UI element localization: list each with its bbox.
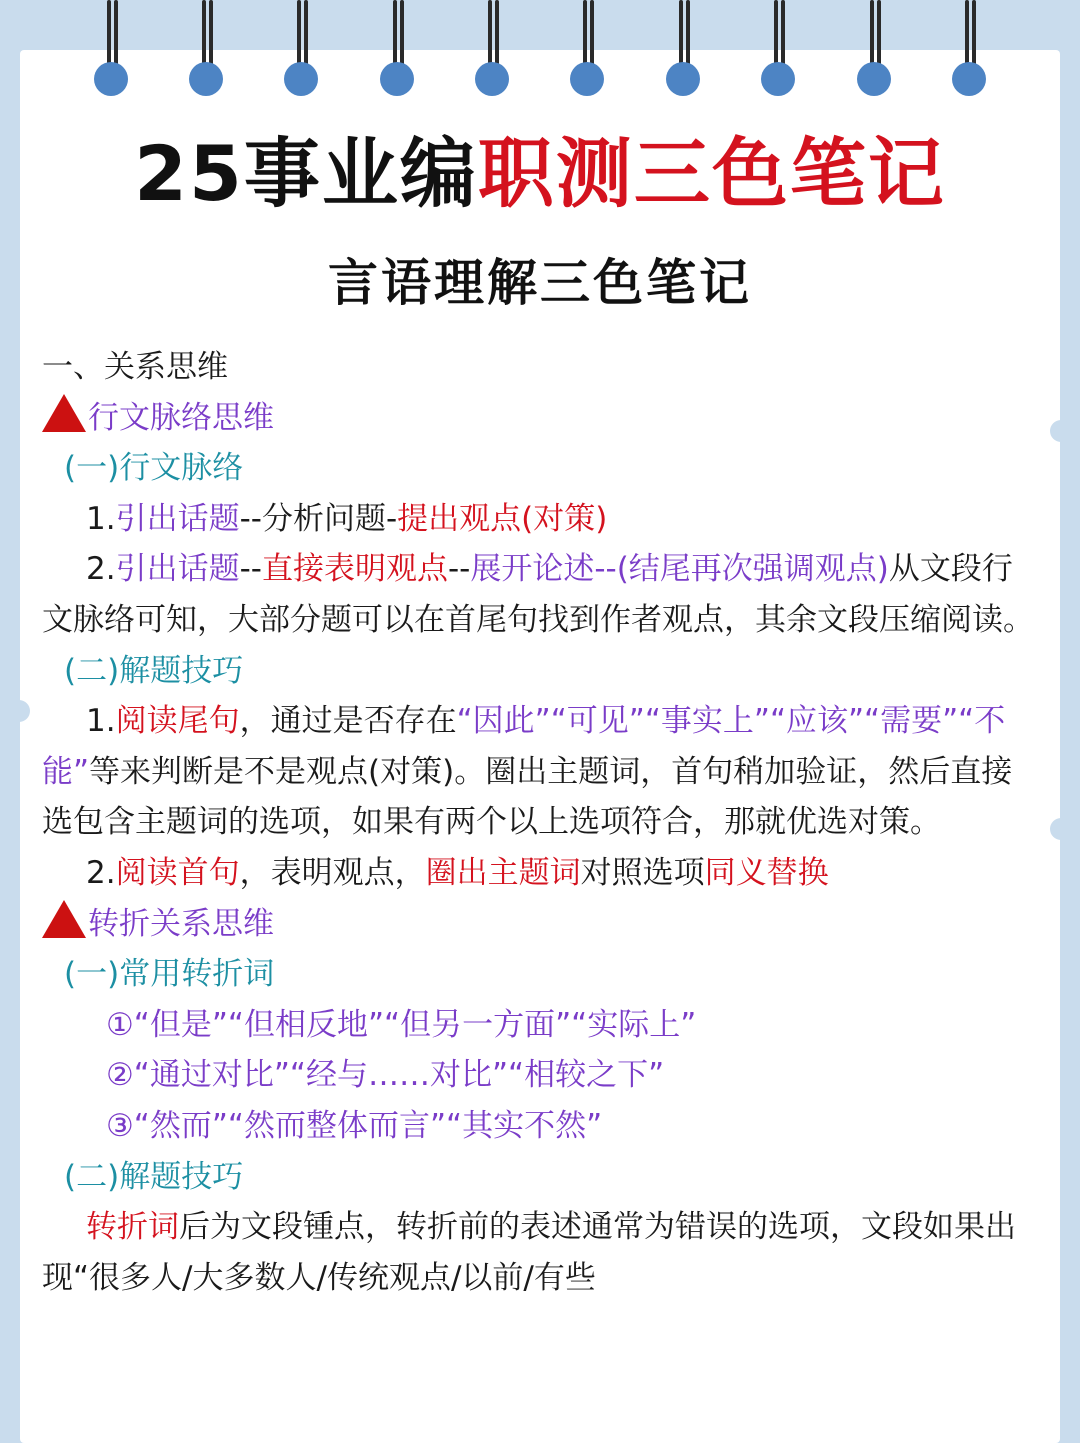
binder-ring-icon <box>570 0 606 104</box>
sub-heading: (二)解题技巧 <box>64 652 244 689</box>
list-item: ③“然而”“然而整体而言”“其实不然” <box>106 1107 603 1144</box>
title-black: 25事业编 <box>134 129 478 218</box>
sub-heading: (一)常用转折词 <box>64 956 275 993</box>
note-line: 2.阅读首句，表明观点，圈出主题词对照选项同义替换 <box>86 854 829 891</box>
binder-ring-icon <box>284 0 320 104</box>
red-triangle-icon <box>42 394 86 432</box>
page-title <box>0 126 1080 222</box>
binder-ring-icon <box>380 0 416 104</box>
binder-ring-icon <box>189 0 225 104</box>
note-paragraph: 转折词后为文段锺点，转折前的表述通常为错误的选项，文段如果出现“很多人/大多数人/传统观点/以前/有些 <box>42 1209 1016 1296</box>
page-notch <box>1050 420 1072 442</box>
binder-ring-icon <box>475 0 511 104</box>
sub-heading: (一)行文脉络 <box>64 450 244 487</box>
topic-heading: 转折关系思维 <box>42 899 1042 950</box>
note-paragraph: 2.引出话题--直接表明观点--展开论述--(结尾再次强调观点)从文段行文脉络可知，大部分题可以在首尾句找到作者观点，其余文段压缩阅读。 <box>42 551 1034 638</box>
topic-heading: 行文脉络思维 <box>42 393 1042 444</box>
red-triangle-icon <box>42 900 86 938</box>
page-notch <box>1050 818 1072 840</box>
section-heading: 一、关系思维 <box>42 349 228 385</box>
list-item: ①“但是”“但相反地”“但另一方面”“实际上” <box>106 1006 697 1043</box>
page-notch <box>8 700 30 722</box>
page-subtitle: 言语理解三色笔记 <box>328 254 752 312</box>
note-paragraph: 1.阅读尾句，通过是否存在“因此”“可见”“事实上”“应该”“需要”“不能”等来判断是不是观点(对策)。圈出主题词，首句稍加验证，然后直接选包含主题词的选项，如果有两个以上选项符合，那就优选对策。 <box>42 703 1013 841</box>
note-line: 1.引出话题--分析问题-提出观点(对策) <box>86 500 608 537</box>
binder-ring-icon <box>857 0 893 104</box>
title-red: 职测三色笔记 <box>477 129 946 218</box>
notes-body <box>42 342 1042 1303</box>
binder-ring-icon <box>666 0 702 104</box>
sub-heading: (二)解题技巧 <box>64 1158 244 1195</box>
binder-ring-icon <box>952 0 988 104</box>
binder-ring-icon <box>761 0 797 104</box>
list-item: ②“通过对比”“经与……对比”“相较之下” <box>106 1057 665 1094</box>
binder-ring-icon <box>94 0 130 104</box>
